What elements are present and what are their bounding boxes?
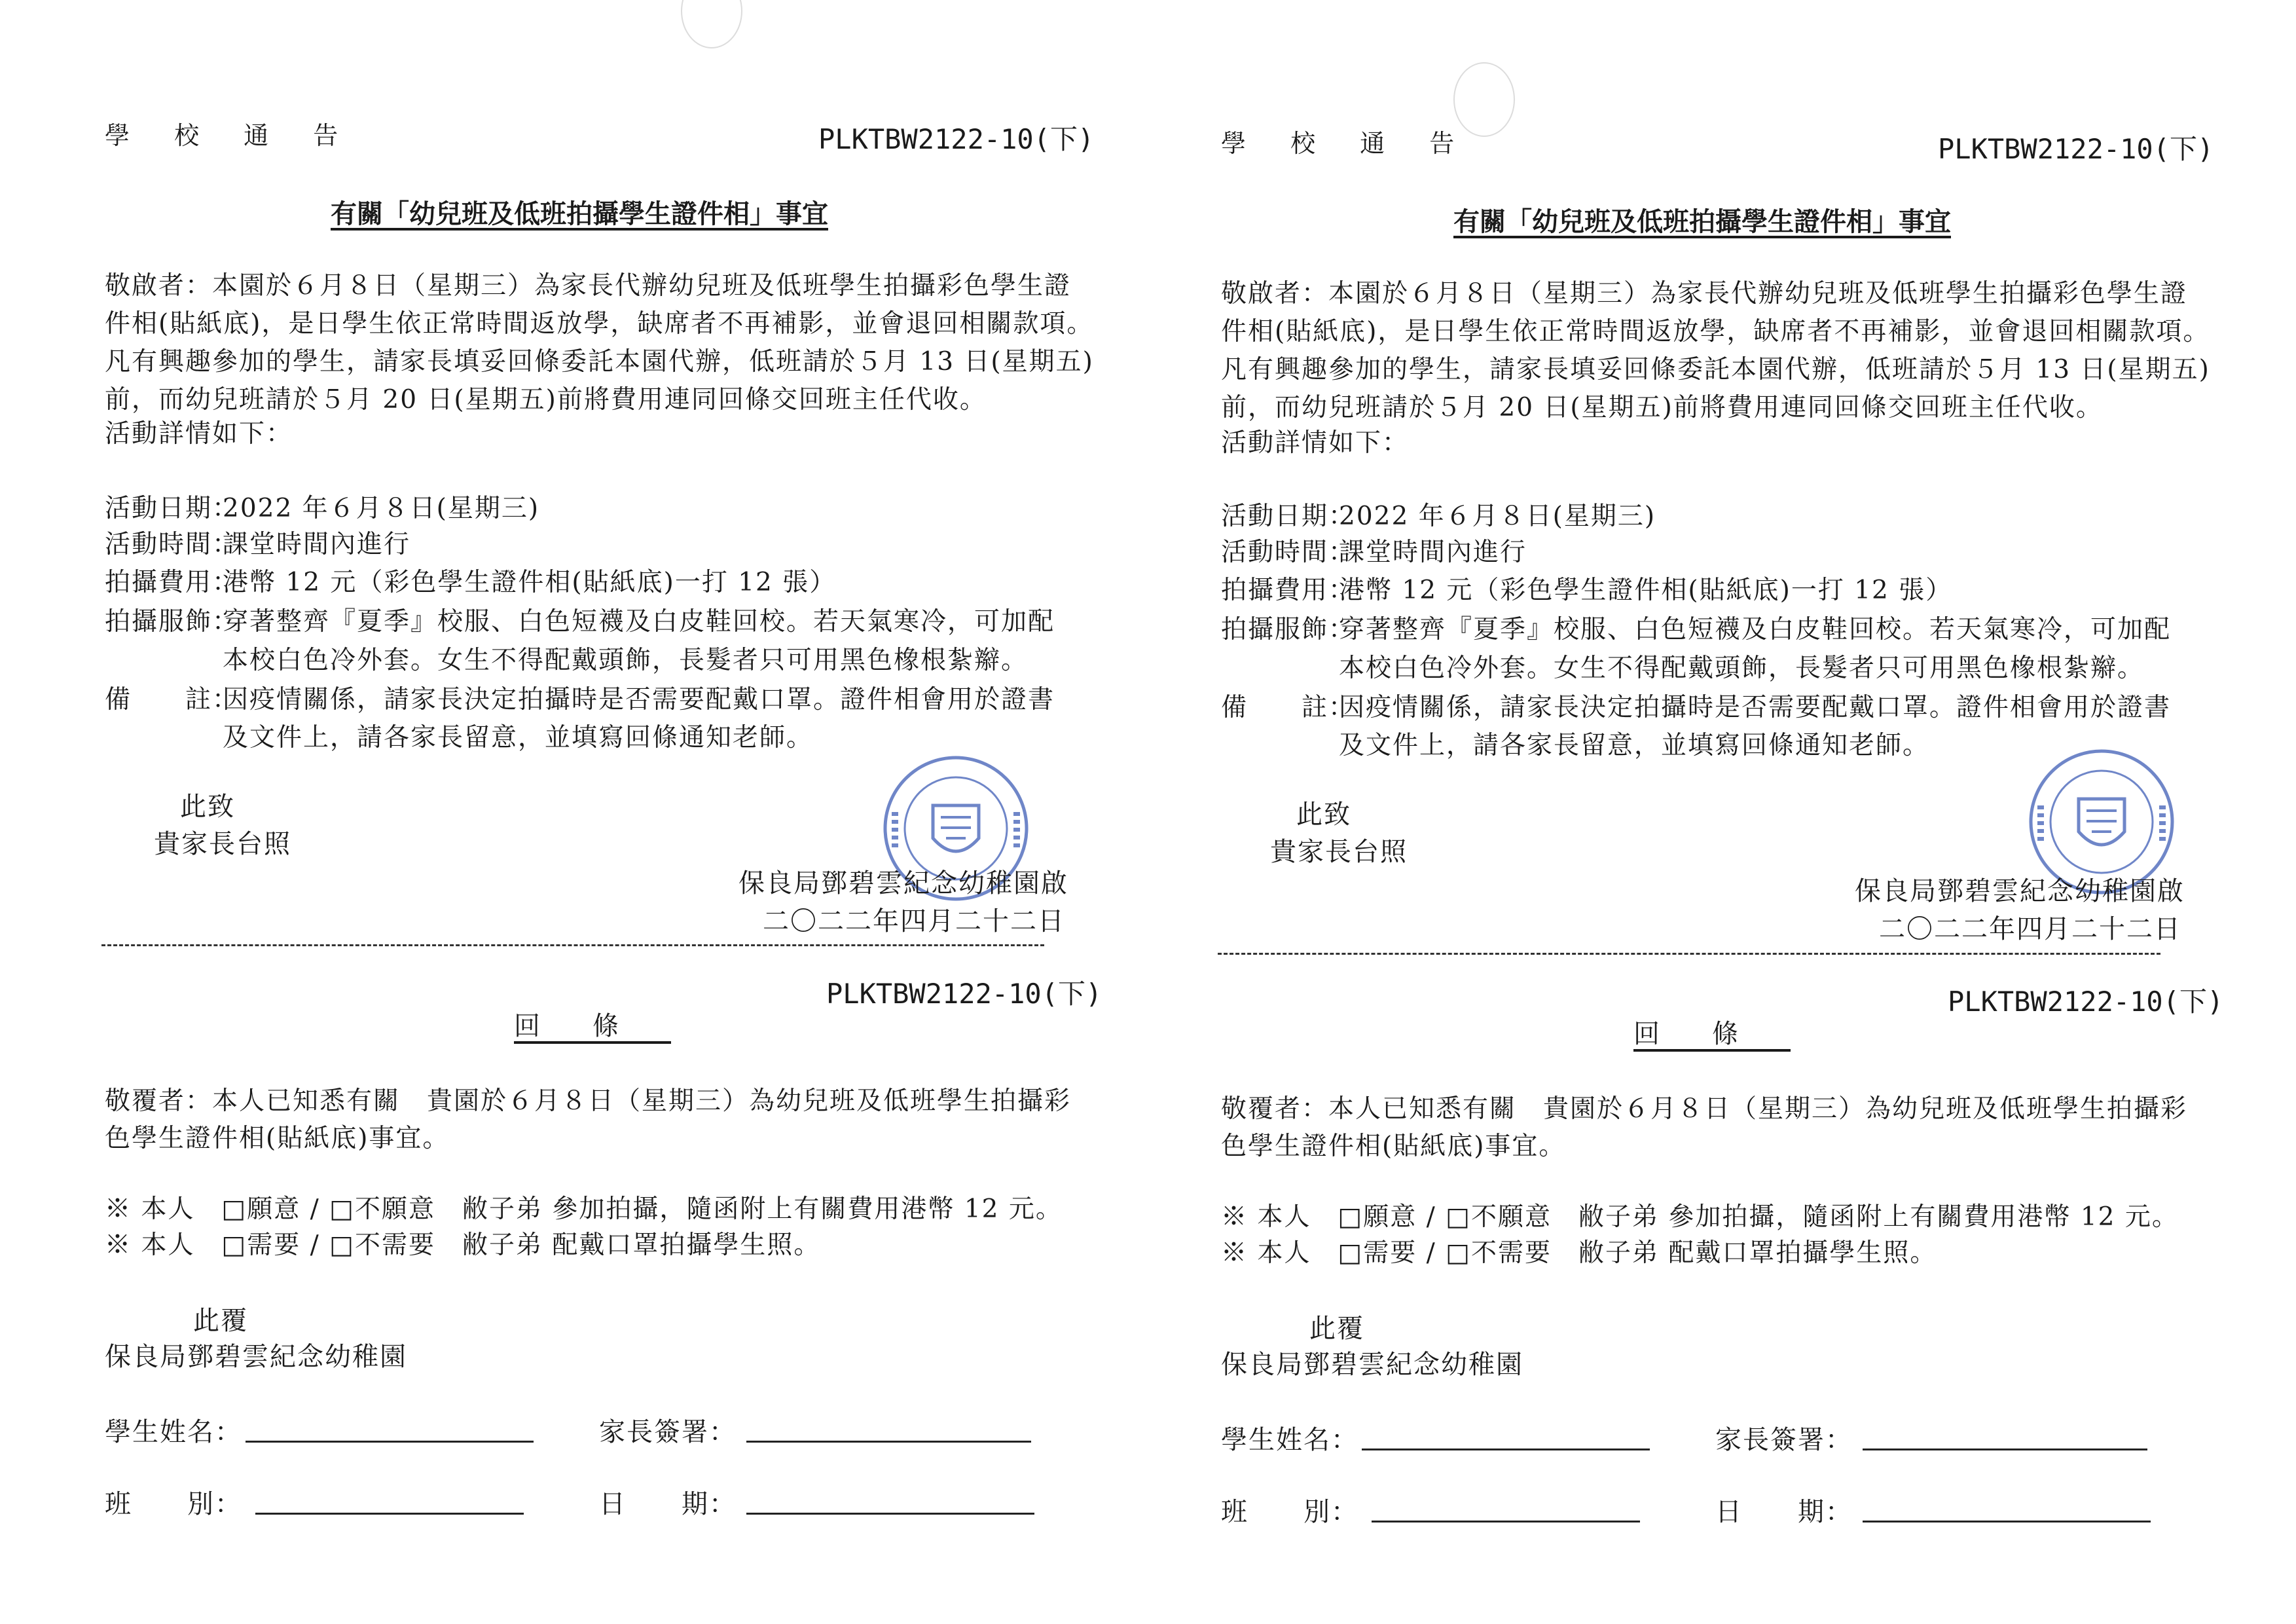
parent-signature-label: 家長簽署：: [1715, 1425, 1853, 1455]
reply-title: 回條: [514, 1011, 671, 1041]
body-line: 前，而幼兒班請於５月 20 日(星期五)前將費用連同回條交回班主任代收。: [105, 385, 987, 415]
sender: 保良局鄧碧雲紀念幼稚園啟: [1855, 876, 2185, 906]
student-name-field[interactable]: [246, 1441, 534, 1443]
reply-body-line: 色學生證件相(貼紙底)事宜。: [105, 1124, 450, 1153]
detail-value: 因疫情關係，請家長決定拍攝時是否需要配戴口罩。證件相會用於證書: [1339, 693, 2172, 722]
parent-signature-field[interactable]: [746, 1441, 1031, 1443]
detail-value: 穿著整齊『夏季』校服、白色短襪及白皮鞋回校。若天氣寒冷，可加配: [1339, 615, 2172, 644]
body-line: 前，而幼兒班請於５月 20 日(星期五)前將費用連同回條交回班主任代收。: [1221, 393, 2103, 422]
detail-value: 及文件上，請各家長留意，並填寫回條通知老師。: [1339, 731, 1930, 760]
body-line: 凡有興趣參加的學生，請家長填妥回條委託本園代辦，低班請於５月 13 日(星期五): [1221, 355, 2210, 384]
reply-option: ※ 本人 □願意 / □不願意 敝子弟 參加拍攝，隨函附上有關費用港幣 12 元。: [105, 1194, 1063, 1224]
body-line: 活動詳情如下：: [1221, 428, 1410, 458]
reply-body-line: 敬覆者：本人已知悉有關 貴園於６月８日（星期三）為幼兒班及低班學生拍攝彩: [105, 1086, 1072, 1116]
detail-label: 活動日期：: [1221, 502, 1356, 531]
detail-value: 因疫情關係，請家長決定拍攝時是否需要配戴口罩。證件相會用於證書: [223, 685, 1055, 714]
body-line: 活動詳情如下：: [105, 419, 293, 449]
student-name-field[interactable]: [1362, 1449, 1650, 1450]
parent-signature-label: 家長簽署：: [599, 1417, 737, 1447]
reply-code: PLKTBW2122-10(下): [826, 978, 1102, 1010]
date-label: 日 期：: [1715, 1497, 1853, 1527]
closing-line-1: 此致: [1296, 800, 1351, 830]
detail-value: 穿著整齊『夏季』校服、白色短襪及白皮鞋回校。若天氣寒冷，可加配: [223, 607, 1055, 637]
detail-value: 2022 年６月８日(星期三): [223, 494, 540, 523]
notice-code: PLKTBW2122-10(下): [818, 123, 1095, 155]
detail-value: 課堂時間內進行: [1339, 538, 1527, 567]
notice-date: 二〇二二年四月二十二日: [763, 906, 1065, 936]
detail-label: 備 註：: [1221, 693, 1356, 722]
notice-date: 二〇二二年四月二十二日: [1879, 914, 2181, 944]
body-line: 凡有興趣參加的學生，請家長填妥回條委託本園代辦，低班請於５月 13 日(星期五): [105, 347, 1094, 377]
detail-value: 本校白色冷外套。女生不得配戴頭飾，長髮者只可用黑色橡根紮辮。: [223, 646, 1029, 675]
detail-label: 活動時間：: [105, 530, 240, 559]
notice-title: 有關「幼兒班及低班拍攝學生證件相」事宜: [1453, 206, 1951, 237]
body-line: 敬啟者：本園於６月８日（星期三）為家長代辦幼兒班及低班學生拍攝彩色學生證: [105, 271, 1072, 301]
body-line: 敬啟者：本園於６月８日（星期三）為家長代辦幼兒班及低班學生拍攝彩色學生證: [1221, 279, 2188, 308]
reply-closing-1: 此覆: [193, 1306, 248, 1336]
notice-code: PLKTBW2122-10(下): [1938, 133, 2214, 165]
body-line: 件相(貼紙底)，是日學生依正常時間返放學，缺席者不再補影，並會退回相關款項。: [1221, 317, 2210, 346]
detail-label: 活動時間：: [1221, 538, 1356, 567]
date-field[interactable]: [746, 1513, 1034, 1515]
punch-hole-mark: [681, 0, 742, 48]
class-label: 班 別：: [1221, 1497, 1358, 1527]
student-name-label: 學生姓名：: [1221, 1425, 1358, 1455]
reply-option: ※ 本人 □需要 / □不需要 敝子弟 配戴口罩拍攝學生照。: [1221, 1238, 1937, 1268]
date-label: 日 期：: [599, 1489, 737, 1519]
reply-code: PLKTBW2122-10(下): [1948, 986, 2224, 1018]
detail-label: 拍攝服飾：: [105, 607, 240, 637]
closing-line-2: 貴家長台照: [1270, 837, 1408, 867]
detail-value: 2022 年６月８日(星期三): [1339, 502, 1656, 531]
reply-body-line: 色學生證件相(貼紙底)事宜。: [1221, 1132, 1566, 1161]
notice-copy-right: [1149, 0, 2288, 1624]
sender: 保良局鄧碧雲紀念幼稚園啟: [738, 868, 1068, 898]
reply-option: ※ 本人 □願意 / □不願意 敝子弟 參加拍攝，隨函附上有關費用港幣 12 元。: [1221, 1202, 2179, 1232]
notice-label: 學 校 通 告: [105, 121, 357, 150]
detail-label: 拍攝費用：: [105, 568, 240, 597]
reply-title: 回條: [1633, 1019, 1791, 1049]
student-name-label: 學生姓名：: [105, 1417, 242, 1447]
reply-closing-2: 保良局鄧碧雲紀念幼稚園: [105, 1342, 407, 1372]
closing-line-2: 貴家長台照: [154, 829, 291, 859]
class-field[interactable]: [1372, 1521, 1640, 1522]
detail-label: 拍攝服飾：: [1221, 615, 1356, 644]
date-field[interactable]: [1863, 1521, 2151, 1522]
notice-title: 有關「幼兒班及低班拍攝學生證件相」事宜: [331, 198, 828, 229]
detail-value: 港幣 12 元（彩色學生證件相(貼紙底)一打 12 張）: [1339, 576, 1953, 605]
body-line: 件相(貼紙底)，是日學生依正常時間返放學，缺席者不再補影，並會退回相關款項。: [105, 309, 1094, 339]
reply-option: ※ 本人 □需要 / □不需要 敝子弟 配戴口罩拍攝學生照。: [105, 1230, 821, 1260]
reply-closing-1: 此覆: [1309, 1314, 1364, 1344]
detail-value: 及文件上，請各家長留意，並填寫回條通知老師。: [223, 723, 814, 752]
notice-label: 學 校 通 告: [1221, 129, 1473, 158]
detail-value: 港幣 12 元（彩色學生證件相(貼紙底)一打 12 張）: [223, 568, 837, 597]
class-label: 班 別：: [105, 1489, 242, 1519]
tear-off-line: [1218, 953, 2160, 955]
closing-line-1: 此致: [180, 792, 235, 822]
tear-off-line: [101, 944, 1044, 946]
detail-label: 備 註：: [105, 685, 240, 714]
detail-label: 拍攝費用：: [1221, 576, 1356, 605]
detail-label: 活動日期：: [105, 494, 240, 523]
reply-closing-2: 保良局鄧碧雲紀念幼稚園: [1221, 1350, 1523, 1380]
detail-value: 課堂時間內進行: [223, 530, 411, 559]
detail-value: 本校白色冷外套。女生不得配戴頭飾，長髮者只可用黑色橡根紮辮。: [1339, 654, 2145, 683]
class-field[interactable]: [255, 1513, 524, 1515]
reply-body-line: 敬覆者：本人已知悉有關 貴園於６月８日（星期三）為幼兒班及低班學生拍攝彩: [1221, 1094, 2188, 1124]
parent-signature-field[interactable]: [1863, 1449, 2147, 1450]
notice-copy-left: [0, 0, 1139, 1624]
